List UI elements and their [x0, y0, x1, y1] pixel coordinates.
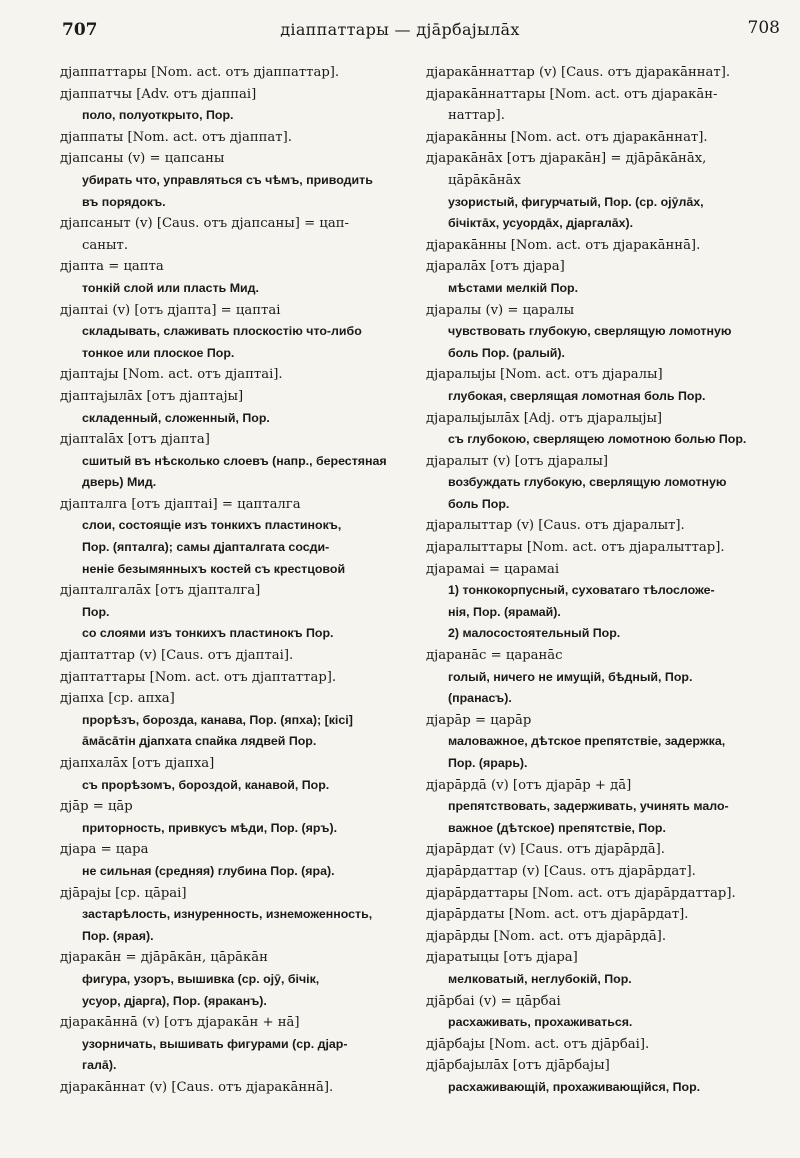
- headword-line: дjапталгалāх [отъ дjапталга]: [60, 583, 261, 599]
- headword-line: дjарāрды [Nom. act. отъ дjарāрдā].: [426, 928, 667, 944]
- headword-line: дjарāрдат (v) [Caus. отъ дjарāрдā].: [426, 842, 665, 858]
- headword-line: дjаптаі (v) [отъ дjапта] = цаптаі: [60, 302, 281, 318]
- definition-line: слои, состоящіе изъ тонкихъ пластинокъ,: [82, 518, 342, 533]
- definition-line: со слоями изъ тонкихъ пластинокъ Пор.: [82, 626, 334, 641]
- definition-line: складенный, сложенный, Пор.: [82, 410, 270, 425]
- definition-line: застарѣлость, изнуренность, изнеможенность,: [82, 907, 373, 922]
- headword-line: дjāраjы [ср. цāраі]: [60, 885, 187, 901]
- headword-line: дjарамаі = царамаі: [426, 561, 560, 577]
- definition-line: сшитый въ нѣсколько слоевъ (напр., берестяная: [82, 453, 387, 468]
- headword-line: дjаралыт (v) [отъ дjаралы]: [426, 453, 609, 469]
- definition-line: наттар].: [448, 108, 505, 124]
- headword-line: дjаптаттар (v) [Caus. отъ дjаптаі].: [60, 648, 294, 664]
- definition-line: препятствовать, задерживать, учинять мало-: [448, 799, 729, 814]
- page-number-right: 708: [747, 18, 780, 38]
- definition-line: (пранасъ).: [448, 691, 512, 706]
- definition-line: узористый, фигурчатый, Пор. (ср. оjӯлāх,: [448, 194, 704, 209]
- headword-line: дjапта = цапта: [60, 259, 164, 275]
- definition-line: 2) малосостоятельный Пор.: [448, 626, 621, 641]
- definition-line: убирать что, управляться съ чѣмъ, приводить: [82, 172, 373, 187]
- definition-line: мѣстами мелкій Пор.: [448, 280, 579, 295]
- headword-line: дjарāрдаттар (v) [Caus. отъ дjарāрдат].: [426, 863, 696, 879]
- right-column: [426, 62, 792, 1099]
- left-column: [60, 62, 422, 1099]
- definition-line: складывать, слаживать плоскостію что-либо: [82, 324, 362, 339]
- definition-line: фигура, узоръ, вышивка (ср. оjӯ, бічік,: [82, 971, 320, 986]
- headword-line: дjāрбаі (v) = цāрбаі: [426, 993, 561, 1009]
- definition-line: важное (дѣтское) препятствіе, Пор.: [448, 820, 666, 835]
- headword-line: дjаракāннат (v) [Caus. отъ дjаракāннā].: [60, 1079, 334, 1095]
- headword-line: дjаракāннаттар (v) [Caus. отъ дjаракāннат].: [426, 65, 731, 80]
- headword-line: дjаракāнны [Nom. act. отъ дjаракāннат].: [426, 129, 708, 145]
- definition-line: 1) тонкокорпусный, суховатаго тѣлосложе-: [448, 583, 715, 598]
- definition-line: галā).: [82, 1058, 117, 1073]
- headword-line: дjаралыттар (v) [Caus. отъ дjаралыт].: [426, 518, 685, 534]
- headword-line: дjарāрдā (v) [отъ дjарāр + дā]: [426, 777, 632, 793]
- headword-line: дjарāр = царāр: [426, 712, 532, 728]
- running-title: діаппаттары — дjа̄рбаjылāх: [280, 20, 520, 39]
- definition-line: въ порядокъ.: [82, 194, 166, 209]
- definition-line: Пор.: [82, 604, 110, 619]
- headword-line: дjапха [ср. апха]: [60, 691, 175, 707]
- headword-line: дjаппатчы [Adv. отъ дjаппаі]: [60, 86, 257, 102]
- definition-line: тонкое или плоское Пор.: [82, 345, 235, 360]
- headword-line: дjаракāнны [Nom. act. отъ дjаракāннā].: [426, 237, 701, 253]
- headword-line: дjаралāх [отъ дjара]: [426, 259, 565, 275]
- headword-line: дjаракāннаттары [Nom. act. отъ дjаракāн-: [426, 86, 718, 102]
- headword-line: дjāрбаjылāх [отъ дjāрбаjы]: [426, 1058, 610, 1074]
- definition-line: чувствовать глубокую, сверлящую ломотную: [448, 324, 732, 339]
- headword-line: дjаралыjы [Nom. act. отъ дjаралы]: [426, 367, 663, 383]
- definition-line: не сильная (средняя) глубина Пор. (яра).: [82, 863, 335, 878]
- definition-line: тонкій слой или пласть Мид.: [82, 280, 259, 295]
- definition-line: съ прорѣзомъ, бороздой, канавой, Пор.: [82, 777, 330, 792]
- headword-line: дjапсаны (v) = цапсаны: [60, 151, 225, 167]
- definition-line: расхаживающій, прохаживающійся, Пор.: [448, 1079, 701, 1094]
- headword-line: дjаратыцы [отъ дjара]: [426, 950, 578, 966]
- definition-line: неніе безымянныхъ костей съ крестцовой: [82, 561, 346, 576]
- headword-line: дjарāрдаты [Nom. act. отъ дjарāрдат].: [426, 907, 689, 923]
- page-header: [0, 18, 800, 46]
- definition-line: цāрāкāнāх: [448, 172, 521, 188]
- definition-line: маловажное, дѣтское препятствіе, задержка,: [448, 734, 726, 749]
- headword-line: дjаптаттары [Nom. act. отъ дjаптаттар].: [60, 669, 337, 685]
- definition-line: мелковатый, неглубокій, Пор.: [448, 971, 632, 986]
- definition-line: съ глубокою, сверлящею ломотною болью Пор.: [448, 432, 747, 447]
- headword-line: дjара = цара: [60, 842, 149, 858]
- headword-line: дjаралы (v) = царалы: [426, 302, 575, 318]
- headword-line: дjаптаlāх [отъ дjапта]: [60, 432, 210, 448]
- headword-line: дjаракāнāх [отъ дjаракāн] = дjāрāкāнāх,: [426, 151, 707, 167]
- definition-line: боль Пор. (ралый).: [448, 345, 565, 360]
- headword-line: дjāр = цāр: [60, 799, 133, 815]
- headword-line: дjарāрдаттары [Nom. act. отъ дjарāрдаттар].: [426, 885, 736, 901]
- definition-line: Пор. (ярая).: [82, 928, 154, 943]
- headword-line: дjаптаjылāх [отъ дjаптаjы]: [60, 388, 244, 404]
- definition-line: бічіктāх, усуордāх, дjаргалāх).: [448, 216, 634, 231]
- definition-line: Пор. (ярарь).: [448, 756, 528, 770]
- headword-line: дjаракāннā (v) [отъ дjаракāн + нā]: [60, 1015, 300, 1031]
- headword-line: дjаппаттары [Nom. act. отъ дjаппаттар].: [60, 65, 340, 80]
- definition-line: глубокая, сверлящая ломотная боль Пор.: [448, 388, 706, 403]
- definition-line: āмāсāтін дjапхата спайка лядвей Пор.: [82, 734, 317, 749]
- headword-line: дjаракāн = дjāрāкāн, цāрāкāн: [60, 950, 268, 966]
- headword-line: дjāрбаjы [Nom. act. отъ дjāрбаі].: [426, 1036, 650, 1052]
- definition-line: голый, ничего не имущій, бѣдный, Пор.: [448, 669, 693, 684]
- page-number-left: 707: [62, 20, 98, 40]
- headword-line: дjаптаjы [Nom. act. отъ дjаптаі].: [60, 367, 283, 383]
- headword-line: дjапсаныт (v) [Caus. отъ дjапсаны] = цап-: [60, 216, 349, 232]
- headword-line: дjаралыттары [Nom. act. отъ дjаралыттар].: [426, 540, 725, 556]
- definition-line: возбуждать глубокую, сверлящую ломотную: [448, 475, 727, 490]
- definition-line: саныт.: [82, 237, 129, 253]
- definition-line: приторность, привкусъ мѣди, Пор. (яръ).: [82, 820, 338, 835]
- definition-line: нія, Пор. (ярамай).: [448, 604, 561, 619]
- definition-line: расхаживать, прохаживаться.: [448, 1015, 633, 1030]
- definition-line: усуор, дjарга), Пор. (яраканъ).: [82, 993, 267, 1008]
- definition-line: Пор. (япталга); самы дjапталгата сосди-: [82, 540, 330, 555]
- headword-line: дjапхалāх [отъ дjапха]: [60, 756, 215, 771]
- definition-line: поло, полуоткрыто, Пор.: [82, 108, 234, 123]
- headword-line: дjаралыjылāх [Adj. отъ дjаралыjы]: [426, 410, 663, 426]
- definition-line: прорѣзъ, борозда, канава, Пор. (япха); [кісі]: [82, 712, 353, 727]
- definition-line: дверь) Мид.: [82, 475, 157, 490]
- headword-line: дjаранāс = царанāс: [426, 648, 563, 664]
- headword-line: дjапталга [отъ дjаптаі] = цапталга: [60, 496, 301, 512]
- headword-line: дjаппаты [Nom. act. отъ дjаппат].: [60, 129, 292, 145]
- definition-line: боль Пор.: [448, 496, 510, 511]
- definition-line: узорничать, вышивать фигурами (ср. дjар-: [82, 1036, 348, 1051]
